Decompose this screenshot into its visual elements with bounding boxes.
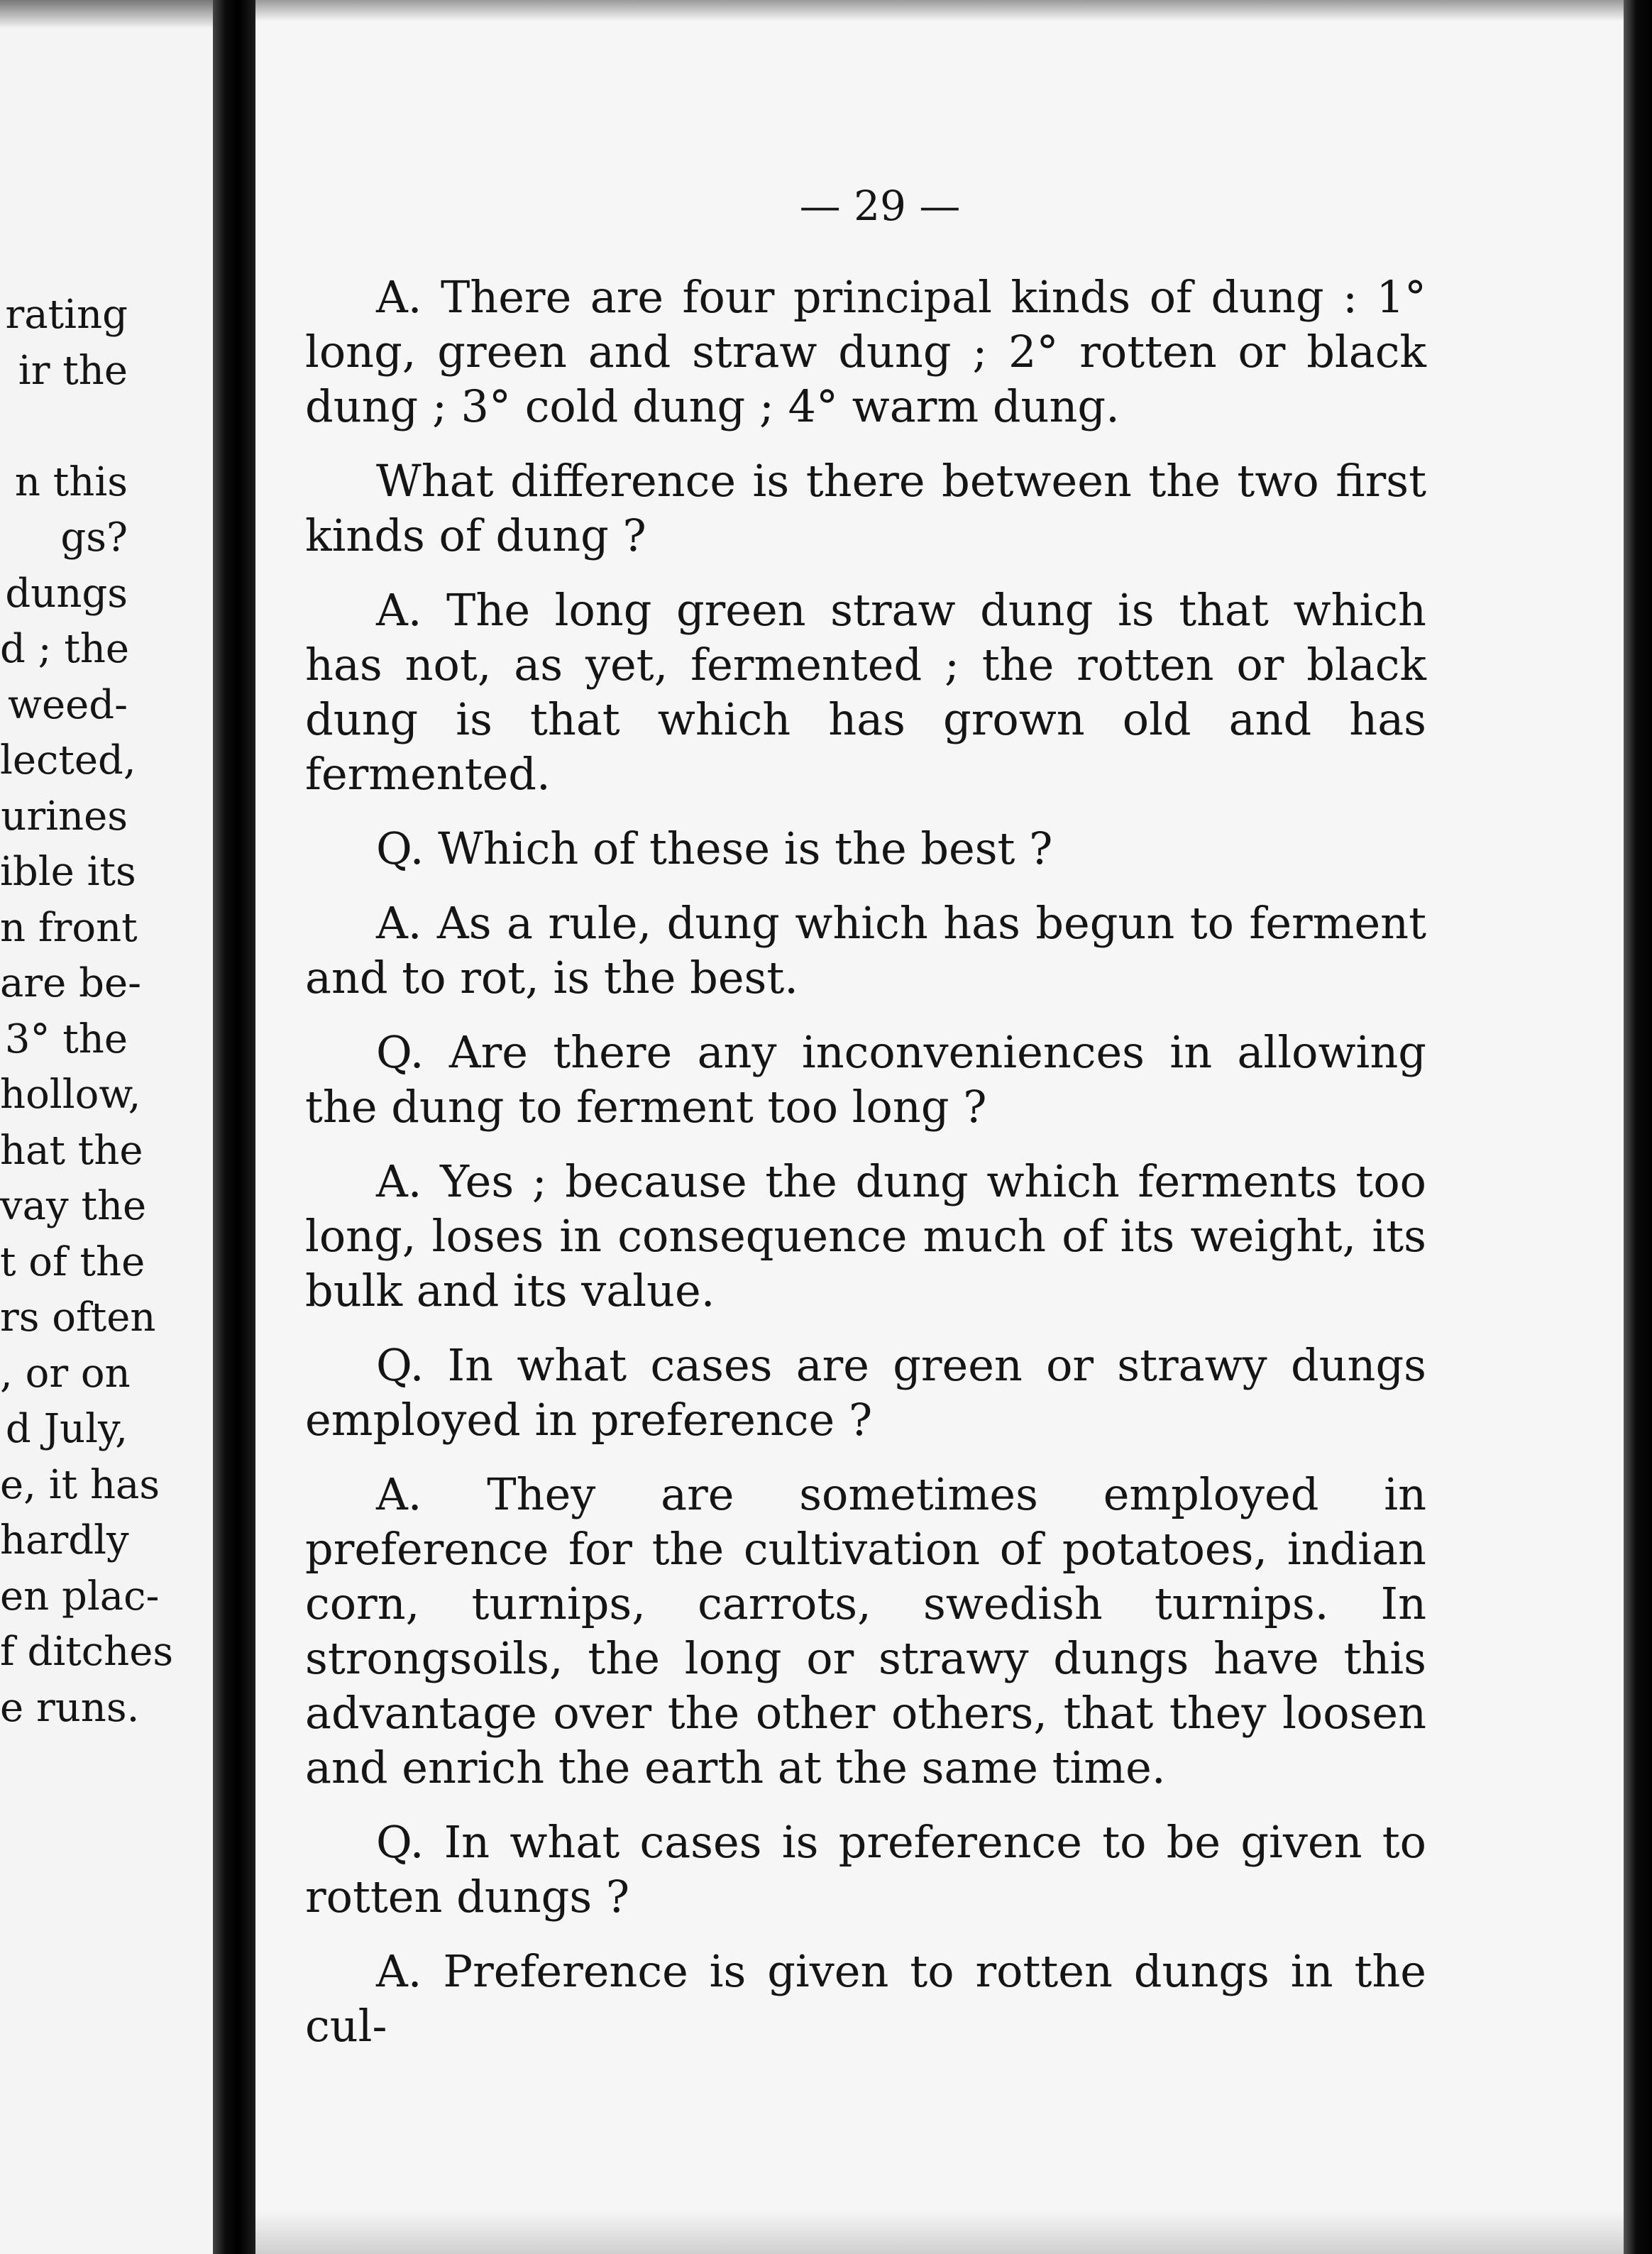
facing-line: rating xyxy=(5,292,128,338)
answer-paragraph: A. Yes ; because the dung which ferments too long, loses in consequence much of its weight, its bulk and its value. xyxy=(305,1155,1426,1316)
facing-line: n front xyxy=(0,904,138,951)
facing-line: t of the xyxy=(0,1238,145,1285)
facing-line: hardly xyxy=(0,1517,129,1563)
question-paragraph: What difference is there between the two first kinds of dung ? xyxy=(305,455,1426,561)
answer-paragraph: A. As a rule, dung which has begun to ferment and to rot, is the best. xyxy=(305,897,1426,1004)
question-paragraph: Q. Are there any inconveniences in allowing the dung to ferment too long ? xyxy=(305,1026,1426,1133)
facing-page-text xyxy=(0,287,216,1736)
facing-line: are be- xyxy=(0,960,142,1006)
facing-line: gs? xyxy=(60,515,128,561)
facing-line: e, it has xyxy=(0,1461,160,1508)
question-paragraph: Q. In what cases is preference to be given to rotten dungs ? xyxy=(305,1816,1426,1923)
page-top-shadow xyxy=(255,0,1624,21)
body-text xyxy=(305,270,1426,2073)
facing-line: en plac- xyxy=(0,1573,160,1620)
facing-line: , or on xyxy=(0,1350,131,1397)
facing-line: d July, xyxy=(5,1406,128,1452)
facing-line: vay the xyxy=(0,1183,147,1229)
answer-paragraph: A. The long green straw dung is that which has not, as yet, fermented ; the rotten or black dung is that which has grown old and has fermented. xyxy=(305,584,1426,800)
answer-paragraph: A. There are four principal kinds of dung : 1° long, green and straw dung ; 2° rotten or black dung ; 3° cold dung ; 4° warm dung. xyxy=(305,271,1426,432)
facing-line: ir the xyxy=(18,347,128,394)
facing-line: e runs. xyxy=(0,1684,140,1731)
page-bottom-shade xyxy=(255,2211,1624,2254)
facing-line: weed- xyxy=(8,681,128,728)
facing-line: ible its xyxy=(0,849,136,895)
facing-line: f ditches xyxy=(0,1629,174,1675)
facing-line: hollow, xyxy=(0,1072,141,1118)
page-right-edge xyxy=(1624,0,1652,2254)
facing-line: lected, xyxy=(0,737,136,784)
facing-page-shadow xyxy=(0,0,216,28)
facing-line: dungs xyxy=(5,570,128,617)
answer-paragraph: A. They are sometimes employed in preference for the cultivation of potatoes, indian corn, turnips, carrots, swedish turnips. In strongsoils, the long or strawy dungs have this advantage over the other others, that they loosen and enrich the earth at the same time. xyxy=(305,1468,1426,1793)
page-number: — 29 — xyxy=(799,182,961,230)
facing-page xyxy=(0,0,216,2254)
facing-line: hat the xyxy=(0,1127,143,1174)
facing-line: urines xyxy=(1,793,128,840)
facing-line: n this xyxy=(14,458,128,505)
facing-line: d ; the xyxy=(0,626,130,672)
facing-line: 3° the xyxy=(4,1016,128,1062)
question-paragraph: Q. In what cases are green or strawy dungs employed in preference ? xyxy=(305,1339,1426,1446)
book-gutter xyxy=(213,0,255,2254)
answer-paragraph: A. Preference is given to rotten dungs in the cul- xyxy=(305,1945,1426,2052)
question-paragraph: Q. Which of these is the best ? xyxy=(376,823,1053,874)
facing-line xyxy=(0,399,216,455)
facing-line: rs often xyxy=(0,1294,156,1341)
